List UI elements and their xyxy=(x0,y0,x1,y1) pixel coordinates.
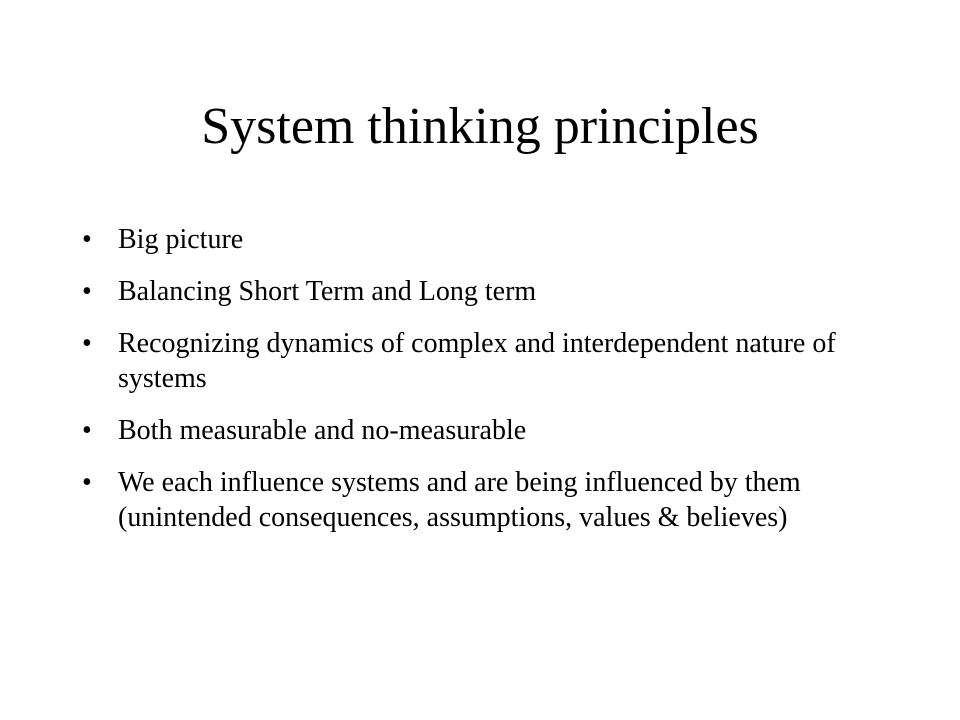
bullet-list xyxy=(78,222,898,552)
bullet-item-influence-systems: • We each influence systems and are being influenced by them (unintended consequences, assumptions, values & believes) xyxy=(78,465,898,535)
bullet-item-measurable: • Both measurable and no-measurable xyxy=(78,413,898,448)
bullet-item-balancing-terms: • Balancing Short Term and Long term xyxy=(78,274,898,309)
bullet-item-recognizing-dynamics: • Recognizing dynamics of complex and interdependent nature of systems xyxy=(78,326,898,396)
slide-title: System thinking principles xyxy=(201,98,759,155)
bullet-item-big-picture: • Big picture xyxy=(78,222,898,257)
